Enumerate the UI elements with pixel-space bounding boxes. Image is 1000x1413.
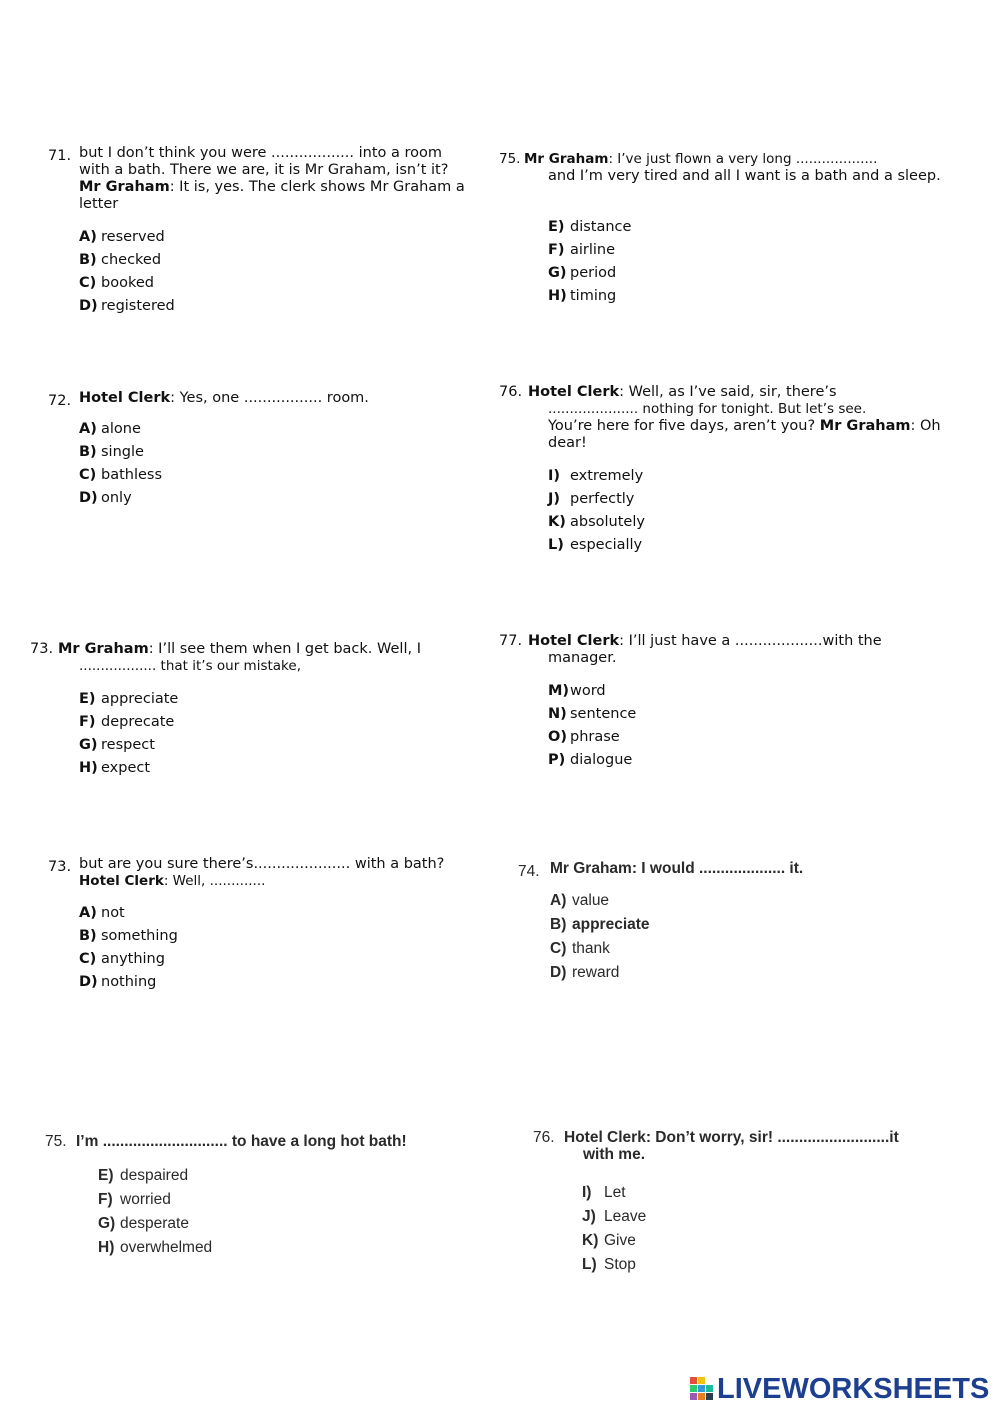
stem-text: I’m ............................. to have a long hot bath! xyxy=(76,1133,407,1150)
option-letter: G) xyxy=(79,737,98,753)
option-text: reward xyxy=(572,964,620,981)
option-text: dialogue xyxy=(570,752,633,768)
stem-line xyxy=(58,641,478,658)
option-text: distance xyxy=(570,219,632,235)
option-text: airline xyxy=(570,242,616,258)
stem-line xyxy=(550,860,960,877)
answer-option[interactable] xyxy=(548,703,636,726)
option-text: only xyxy=(101,490,132,506)
option-letter: E) xyxy=(79,691,96,707)
answer-option[interactable] xyxy=(79,711,178,734)
answer-option[interactable] xyxy=(79,249,175,272)
stem-line: .................. that it’s our mistake, xyxy=(79,658,301,674)
stem-line: with a bath. There we are, it is Mr Graham, isn’t it? xyxy=(79,162,449,178)
option-letter: D) xyxy=(79,490,98,506)
stem-text: : I’ll see them when I get back. Well, I xyxy=(148,641,421,657)
answer-option[interactable] xyxy=(79,418,162,441)
answer-option[interactable] xyxy=(550,961,650,985)
option-letter: G) xyxy=(548,265,567,281)
question-number: 75. xyxy=(45,1133,67,1150)
option-text: respect xyxy=(101,737,155,753)
option-letter: C) xyxy=(79,951,97,967)
speaker-name: Mr Graham xyxy=(819,418,911,434)
question-71-top-left xyxy=(48,145,488,315)
answer-option[interactable] xyxy=(548,465,645,488)
question-76-middle-right xyxy=(499,384,969,559)
stem-text: : Yes, one ................. room. xyxy=(170,390,369,406)
answer-option[interactable] xyxy=(548,285,631,308)
answer-option[interactable] xyxy=(79,902,178,925)
option-text: not xyxy=(101,905,125,921)
question-number: 75. xyxy=(499,151,521,167)
stem-text: : Well, as I’ve said, sir, there’s xyxy=(619,384,837,400)
answer-option[interactable] xyxy=(550,913,650,937)
answer-option[interactable] xyxy=(550,889,650,913)
option-text: worried xyxy=(120,1191,171,1208)
question-number: 76. xyxy=(499,384,523,400)
option-text: absolutely xyxy=(570,514,645,530)
answer-option[interactable] xyxy=(582,1181,646,1205)
answer-option[interactable] xyxy=(548,488,645,511)
stem-line xyxy=(79,873,499,890)
answer-option[interactable] xyxy=(79,925,178,948)
option-text: checked xyxy=(101,252,162,268)
option-text: anything xyxy=(101,951,165,967)
answer-option[interactable] xyxy=(79,971,178,994)
speaker-name: Hotel Clerk xyxy=(79,873,164,889)
stem-line: and I’m very tired and all I want is a bath and a sleep. xyxy=(548,168,941,184)
option-letter: C) xyxy=(79,467,97,483)
answer-option[interactable] xyxy=(582,1205,646,1229)
speaker-name: Mr Graham xyxy=(550,860,632,877)
question-74 xyxy=(518,860,968,990)
answer-option[interactable] xyxy=(79,226,175,249)
liveworksheets-logo-icon xyxy=(690,1377,714,1401)
stem-line xyxy=(79,179,489,196)
speaker-name: Mr Graham xyxy=(79,179,170,195)
speaker-name: Hotel Clerk xyxy=(564,1129,646,1146)
speaker-name: Mr Graham xyxy=(58,641,149,657)
option-text: perfectly xyxy=(570,491,635,507)
option-text: thank xyxy=(572,940,610,957)
question-stem xyxy=(79,390,489,407)
answer-option[interactable] xyxy=(582,1229,646,1253)
stem-line xyxy=(528,384,968,401)
option-text: sentence xyxy=(570,706,637,722)
option-letter: H) xyxy=(548,288,567,304)
question-number: 74. xyxy=(518,863,540,880)
stem-line: but are you sure there’s..................... with a bath? xyxy=(79,856,445,872)
answer-option[interactable] xyxy=(79,487,162,510)
answer-options xyxy=(548,465,645,557)
answer-option[interactable] xyxy=(98,1212,212,1236)
option-letter: D) xyxy=(550,964,567,981)
answer-option[interactable] xyxy=(79,464,162,487)
option-letter: K) xyxy=(548,514,566,530)
answer-option[interactable] xyxy=(548,680,636,703)
option-text: deprecate xyxy=(101,714,175,730)
option-text: word xyxy=(570,683,606,699)
question-76-bottom-right xyxy=(533,1129,983,1289)
speaker-name: Mr Graham xyxy=(524,151,609,167)
question-number: 73. xyxy=(30,641,54,657)
answer-option[interactable] xyxy=(582,1253,646,1277)
stem-text: : I’ve just ﬂown a very long ................... xyxy=(608,151,878,167)
answer-option[interactable] xyxy=(98,1188,212,1212)
answer-option[interactable] xyxy=(79,734,178,757)
question-stem xyxy=(76,1133,506,1150)
option-letter: C) xyxy=(79,275,97,291)
answer-option[interactable] xyxy=(548,726,636,749)
speaker-name: Hotel Clerk xyxy=(528,384,620,400)
option-text: something xyxy=(101,928,178,944)
answer-options xyxy=(79,226,175,318)
answer-options xyxy=(79,418,162,510)
stem-line: manager. xyxy=(548,650,617,666)
stem-line: ..................... nothing for tonight. But let’s see. xyxy=(548,401,867,417)
stem-line: dear! xyxy=(548,435,587,451)
stem-line xyxy=(528,633,968,650)
answer-option[interactable] xyxy=(548,216,631,239)
question-stem xyxy=(524,151,974,185)
option-letter: E) xyxy=(98,1167,114,1184)
stem-line xyxy=(524,151,974,168)
question-stem xyxy=(564,1129,984,1163)
option-letter: A) xyxy=(79,421,97,437)
stem-text: : I’ll just have a ...................with the xyxy=(619,633,882,649)
question-stem xyxy=(528,633,968,667)
answer-option[interactable] xyxy=(79,295,175,318)
option-letter: H) xyxy=(79,760,98,776)
answer-options xyxy=(582,1181,646,1277)
option-text: alone xyxy=(101,421,141,437)
option-text: especially xyxy=(570,537,643,553)
option-letter: F) xyxy=(79,714,96,730)
option-letter: E) xyxy=(548,219,565,235)
question-75-top-right xyxy=(499,151,969,311)
stem-text: : Well, ............. xyxy=(163,873,266,889)
stem-text: : Don’t worry, sir! ..........................it xyxy=(645,1129,899,1146)
option-letter: B) xyxy=(79,928,97,944)
option-text: Let xyxy=(604,1184,626,1201)
option-text: Leave xyxy=(604,1208,647,1225)
option-text: nothing xyxy=(101,974,157,990)
option-letter: J) xyxy=(582,1208,596,1225)
logo-text: LIVEWORKSHEETS xyxy=(717,1372,990,1405)
question-75-bottom-left xyxy=(45,1133,505,1263)
question-number: 77. xyxy=(499,633,523,649)
question-stem xyxy=(79,145,489,213)
option-text: expect xyxy=(101,760,151,776)
option-letter: M) xyxy=(548,683,570,699)
answer-options xyxy=(79,688,178,780)
option-text: overwhelmed xyxy=(120,1239,213,1256)
answer-options xyxy=(79,902,178,994)
option-text: registered xyxy=(101,298,175,314)
question-number: 71. xyxy=(48,148,72,164)
option-text: appreciate xyxy=(101,691,179,707)
stem-text: : It is, yes. The clerk shows Mr Graham a xyxy=(169,179,465,195)
question-number: 72. xyxy=(48,393,72,409)
answer-options xyxy=(548,216,631,308)
question-77 xyxy=(499,633,969,773)
answer-option[interactable] xyxy=(79,948,178,971)
option-text: desperate xyxy=(120,1215,189,1232)
stem-text: : Oh xyxy=(910,418,941,434)
option-text: timing xyxy=(570,288,617,304)
option-letter: I) xyxy=(548,468,561,484)
answer-options xyxy=(548,680,636,772)
option-letter: P) xyxy=(548,752,566,768)
answer-option[interactable] xyxy=(98,1236,212,1260)
option-letter: F) xyxy=(98,1191,113,1208)
answer-options xyxy=(550,889,650,985)
option-letter: K) xyxy=(582,1232,599,1249)
answer-options xyxy=(98,1164,212,1260)
option-text: value xyxy=(572,892,610,909)
option-text: despaired xyxy=(120,1167,189,1184)
answer-option[interactable] xyxy=(79,272,175,295)
question-stem xyxy=(528,384,968,452)
answer-option[interactable] xyxy=(548,749,636,772)
answer-option[interactable] xyxy=(98,1164,212,1188)
question-73-middle-left xyxy=(30,641,480,781)
option-text: phrase xyxy=(570,729,620,745)
stem-line xyxy=(583,1146,984,1163)
question-72 xyxy=(48,390,488,510)
stem-line xyxy=(564,1129,984,1146)
liveworksheets-logo xyxy=(690,1373,989,1405)
speaker-name: Hotel Clerk xyxy=(528,633,620,649)
option-text: Give xyxy=(604,1232,636,1249)
option-text: Stop xyxy=(604,1256,636,1273)
option-text: period xyxy=(570,265,617,281)
option-text: extremely xyxy=(570,468,644,484)
option-text: single xyxy=(101,444,144,460)
question-stem xyxy=(550,860,960,877)
stem-line: but I don’t think you were .................. into a room xyxy=(79,145,443,161)
answer-option[interactable] xyxy=(79,441,162,464)
question-stem xyxy=(58,641,478,675)
answer-option[interactable] xyxy=(548,534,645,557)
question-number: 73. xyxy=(48,859,72,875)
answer-option[interactable] xyxy=(548,239,631,262)
option-text: appreciate xyxy=(572,916,650,933)
option-text: reserved xyxy=(101,229,165,245)
option-letter: A) xyxy=(79,905,97,921)
option-letter: A) xyxy=(550,892,567,909)
option-letter: D) xyxy=(79,298,98,314)
option-letter: J) xyxy=(548,491,561,507)
option-letter: F) xyxy=(548,242,565,258)
question-73-lower-left xyxy=(48,856,498,996)
option-letter: B) xyxy=(79,444,97,460)
option-letter: A) xyxy=(79,229,97,245)
answer-option[interactable] xyxy=(550,937,650,961)
question-stem xyxy=(79,856,499,890)
stem-text: : I would .................... it. xyxy=(631,860,804,877)
answer-option[interactable] xyxy=(79,757,178,780)
question-number: 76. xyxy=(533,1129,555,1146)
option-letter: D) xyxy=(79,974,98,990)
answer-option[interactable] xyxy=(548,262,631,285)
option-letter: O) xyxy=(548,729,567,745)
stem-text: with me. xyxy=(583,1146,646,1163)
stem-line xyxy=(79,390,489,407)
option-text: booked xyxy=(101,275,154,291)
option-letter: G) xyxy=(98,1215,116,1232)
option-letter: B) xyxy=(79,252,97,268)
option-letter: N) xyxy=(548,706,567,722)
stem-line xyxy=(76,1133,506,1150)
option-letter: C) xyxy=(550,940,567,957)
option-text: bathless xyxy=(101,467,163,483)
option-letter: L) xyxy=(582,1256,597,1273)
option-letter: I) xyxy=(582,1184,592,1201)
stem-line xyxy=(548,418,968,435)
answer-option[interactable] xyxy=(548,511,645,534)
answer-option[interactable] xyxy=(79,688,178,711)
stem-line: letter xyxy=(79,196,119,212)
option-letter: H) xyxy=(98,1239,115,1256)
speaker-name: Hotel Clerk xyxy=(79,390,171,406)
option-letter: L) xyxy=(548,537,564,553)
option-letter: B) xyxy=(550,916,567,933)
stem-text: You’re here for ﬁve days, aren’t you? xyxy=(548,418,816,434)
